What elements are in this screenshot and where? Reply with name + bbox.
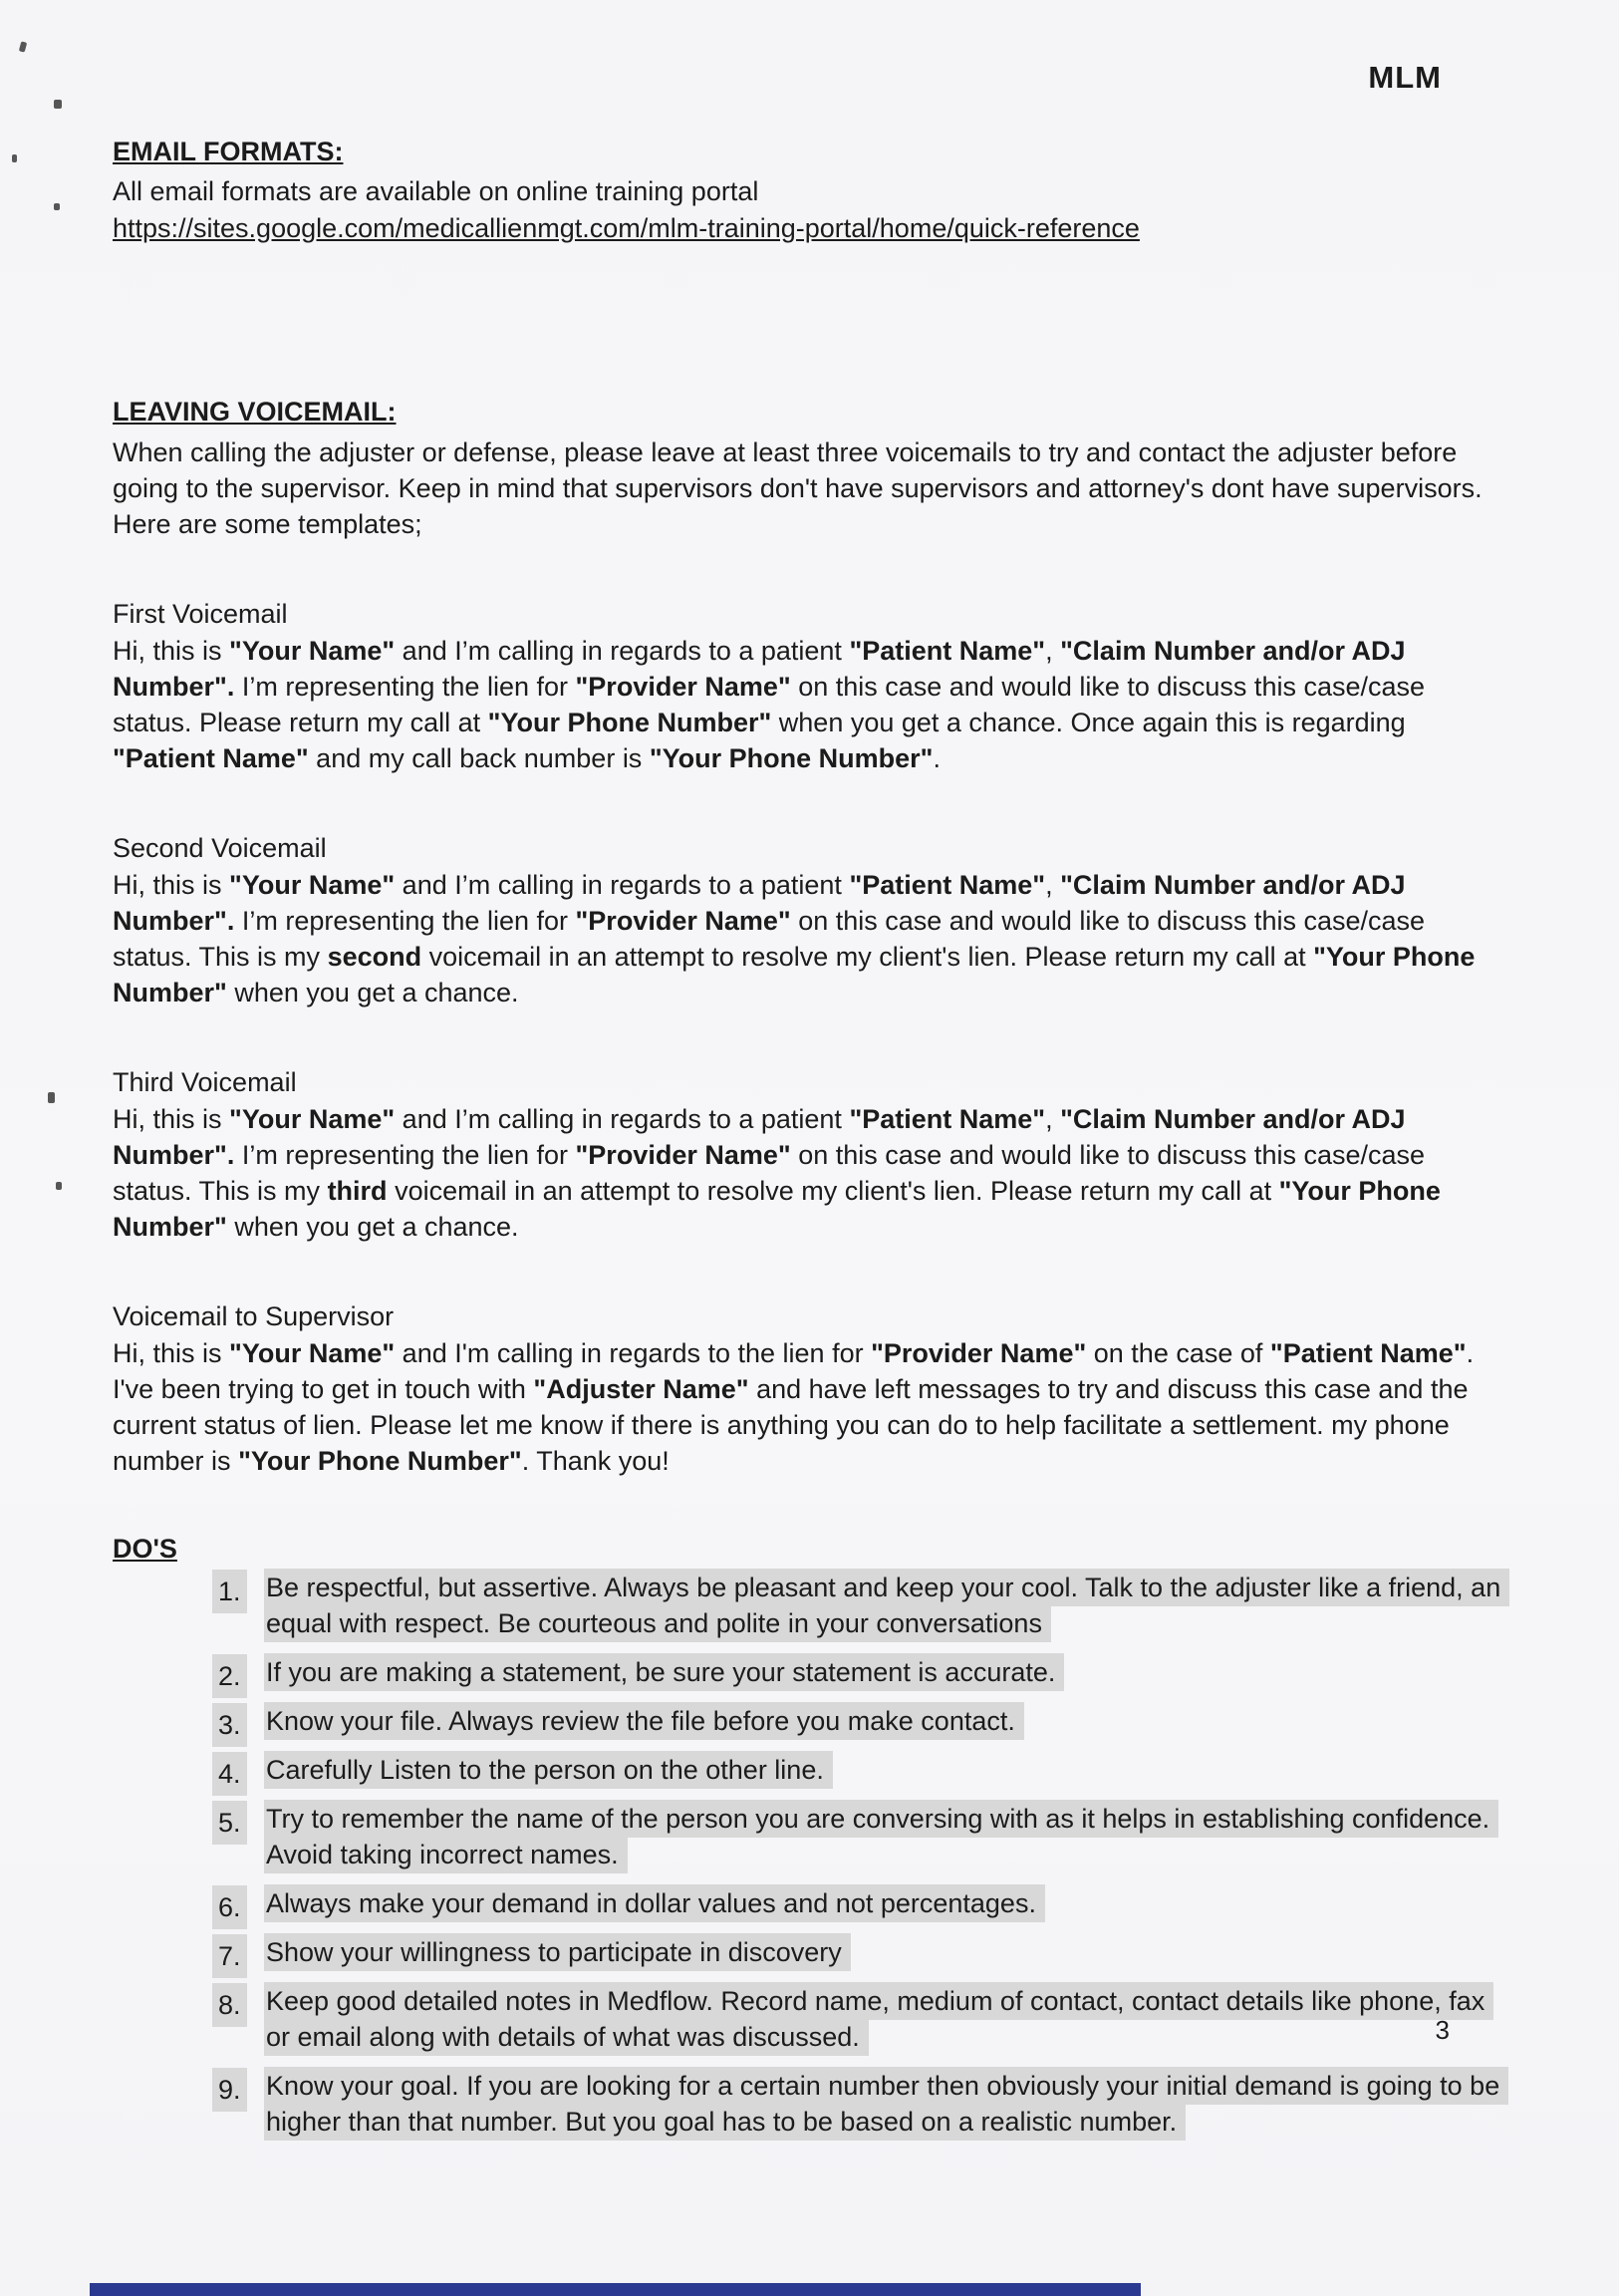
dos-item-number: 3.	[212, 1703, 247, 1747]
scan-artifact	[54, 100, 62, 109]
dos-item-number: 7.	[212, 1934, 247, 1978]
scan-edge-bar	[90, 2283, 1141, 2296]
document-content	[113, 134, 1507, 2152]
dos-item-number: 9.	[212, 2068, 247, 2112]
scan-artifact	[12, 154, 17, 162]
dos-list-item	[113, 1752, 1507, 1788]
leaving-voicemail-body: When calling the adjuster or defense, please leave at least three voicemails to try and contact the adjuster before going to the supervisor. Keep in mind that supervisors don't have supervisors and attorney's dont have supervisors. Here are some templates;	[113, 437, 1483, 539]
voicemail-section	[113, 596, 1507, 776]
voicemail-section	[113, 1298, 1507, 1479]
dos-list	[113, 1570, 1507, 2140]
dos-item-number: 5.	[212, 1801, 247, 1845]
dos-item-number: 2.	[212, 1654, 247, 1698]
voicemail-title: Second Voicemail	[113, 833, 327, 863]
dos-list-item	[113, 1885, 1507, 1921]
leaving-voicemail-heading: LEAVING VOICEMAIL:	[113, 397, 397, 427]
dos-item-text: Show your willingness to participate in discovery	[264, 1933, 851, 1971]
voicemail-body: Hi, this is "Your Name" and I’m calling in regards to a patient "Patient Name", "Claim Number and/or ADJ Number". I’m representing the lien for "Provider Name" on this case and would like to discuss this case/case status. Please return my call at "Your Phone Number" when you get a chance. Once again this is regarding "Patient Name" and my call back number is "Your Phone Number".	[113, 636, 1426, 773]
voicemail-body: Hi, this is "Your Name" and I’m calling in regards to a patient "Patient Name", "Claim Number and/or ADJ Number". I’m representing the lien for "Provider Name" on this case and would like to discuss this case/case status. This is my second voicemail in an attempt to resolve my client's lien. Please return my call at "Your Phone Number" when you get a chance.	[113, 870, 1476, 1007]
dos-list-item	[113, 1654, 1507, 1690]
dos-item-text: Carefully Listen to the person on the other line.	[264, 1751, 833, 1789]
dos-item-number: 1.	[212, 1570, 247, 1613]
training-portal-link[interactable]: https://sites.google.com/medicallienmgt.com/mlm-training-portal/home/quick-reference	[113, 213, 1140, 243]
voicemail-list	[113, 596, 1507, 1479]
scan-artifact	[19, 41, 27, 52]
dos-list-item	[113, 2068, 1507, 2140]
dos-item-text: Always make your demand in dollar values and not percentages.	[264, 1884, 1045, 1922]
dos-item-text: Be respectful, but assertive. Always be pleasant and keep your cool. Talk to the adjuster like a friend, an equal with respect. Be courteous and polite in your conversations	[264, 1569, 1509, 1642]
dos-item-text: Know your file. Always review the file before you make contact.	[264, 1702, 1024, 1740]
voicemail-title: Third Voicemail	[113, 1067, 297, 1097]
dos-item-text: Keep good detailed notes in Medflow. Record name, medium of contact, contact details like phone, fax or email along with details of what was discussed.	[264, 1982, 1493, 2056]
voicemail-body: Hi, this is "Your Name" and I’m calling in regards to a patient "Patient Name", "Claim Number and/or ADJ Number". I’m representing the lien for "Provider Name" on this case and would like to discuss this case/case status. This is my third voicemail in an attempt to resolve my client's lien. Please return my call at "Your Phone Number" when you get a chance.	[113, 1104, 1441, 1242]
dos-item-number: 8.	[212, 1983, 247, 2027]
dos-list-item	[113, 1570, 1507, 1641]
dos-list-item	[113, 1703, 1507, 1739]
scan-artifact	[56, 1182, 62, 1190]
dos-item-number: 4.	[212, 1752, 247, 1796]
email-formats-body: All email formats are available on online training portal	[113, 176, 759, 206]
dos-heading: DO'S	[113, 1534, 177, 1564]
page-watermark: MLM	[1368, 60, 1442, 95]
voicemail-title: Voicemail to Supervisor	[113, 1301, 395, 1331]
email-formats-heading: EMAIL FORMATS:	[113, 137, 344, 166]
dos-item-number: 6.	[212, 1885, 247, 1929]
voicemail-section	[113, 830, 1507, 1010]
dos-list-item	[113, 1801, 1507, 1872]
dos-item-text: Know your goal. If you are looking for a certain number then obviously your initial demand is going to be higher than that number. But you goal has to be based on a realistic number.	[264, 2067, 1508, 2141]
scan-artifact	[48, 1092, 55, 1103]
dos-item-text: If you are making a statement, be sure your statement is accurate.	[264, 1653, 1064, 1691]
dos-list-item	[113, 1983, 1507, 2055]
voicemail-section	[113, 1064, 1507, 1245]
voicemail-body: Hi, this is "Your Name" and I'm calling in regards to the lien for "Provider Name" on the case of "Patient Name". I've been trying to get in touch with "Adjuster Name" and have left messages to try and discuss this case and the current status of lien. Please let me know if there is anything you can do to help facilitate a settlement. my phone number is "Your Phone Number". Thank you!	[113, 1338, 1475, 1476]
dos-item-text: Try to remember the name of the person you are conversing with as it helps in establishing confidence. Avoid taking incorrect names.	[264, 1800, 1498, 1873]
dos-list-item	[113, 1934, 1507, 1970]
scan-artifact	[54, 203, 60, 210]
page-number: 3	[1435, 2015, 1450, 2045]
voicemail-title: First Voicemail	[113, 599, 288, 629]
